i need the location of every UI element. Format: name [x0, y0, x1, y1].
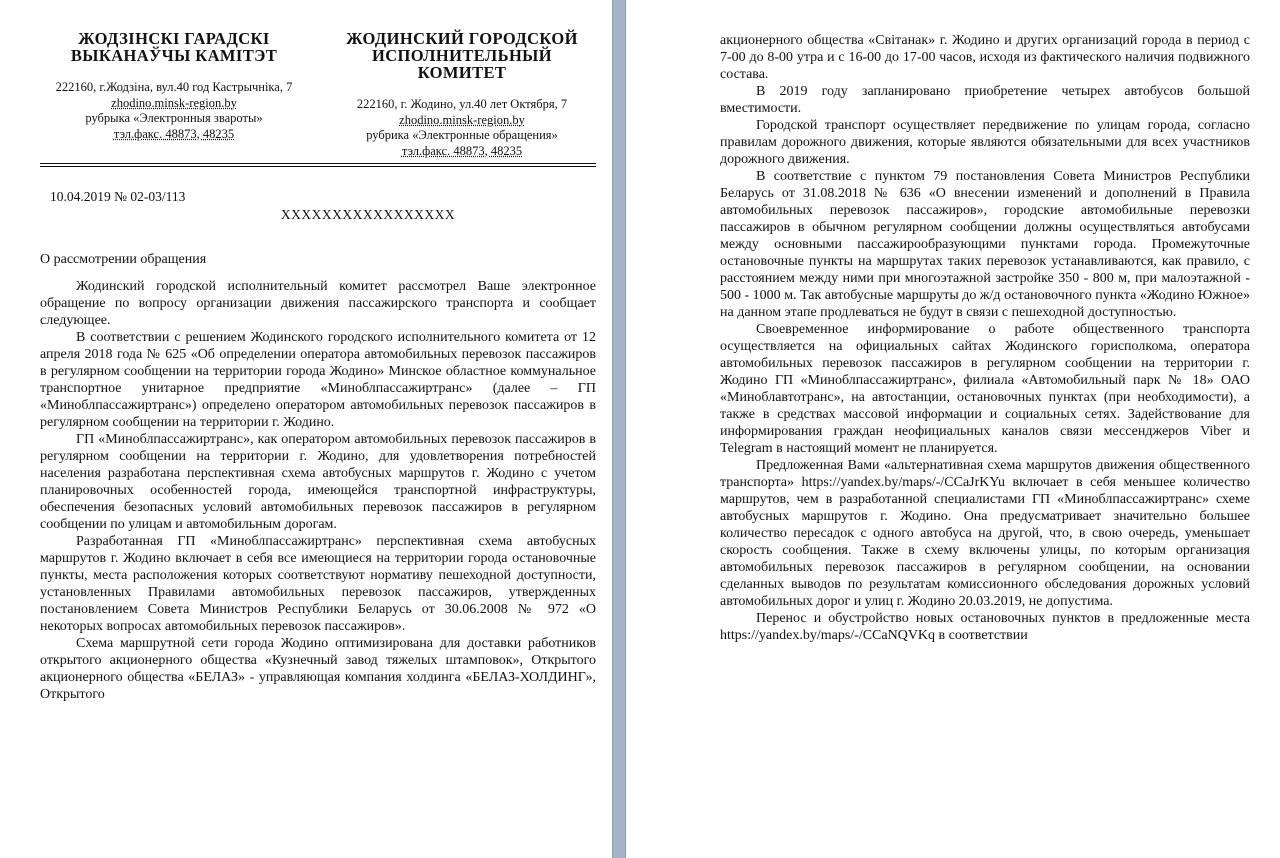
title-line: ВЫКАНАЎЧЫ КАМІТЭТ: [70, 46, 278, 65]
paragraph: Жодинский городской исполнительный комитет рассмотрел Ваше электронное обращение по вопросу организации движения пассажирского транспорта и сообщает следующее.: [40, 279, 596, 328]
address-by: 222160, г.Жодзіна, вул.40 год Кастрычніка, 7: [55, 80, 293, 94]
letterhead-belarusian: [40, 30, 308, 159]
paragraph: Предложенная Вами «альтернативная схема маршрутов движения общественного транспорта» https://yandex.by/maps/-/CCaJrKYu включает в себя меньшее количество маршрутов, чем в разработанной специалистами ГП «Миноблпассажиртранс» схеме автобусных маршрутов г. Жодино. Она предусматривает значительно большее количество пересадок с одного автобуса на другой, что, в свою очередь, уменьшает скорость сообщения. Также в схему включены улицы, по которым организация автомобильных перевозок пассажиров в регулярном сообщении, на основании сделанных выводов по результатам комиссионного обследования дорожных условий автомобильных дорог и улиц г. Жодино 20.03.2019, не допустима.: [720, 458, 1250, 609]
document-page-left: [0, 0, 612, 858]
document-page-right: [626, 0, 1280, 858]
subject-line: О рассмотрении обращения: [40, 252, 207, 267]
paragraph: В соответствии с решением Жодинского городского исполнительного комитета от 12 апреля 2018 года № 625 «Об определении оператора автомобильных перевозок пассажиров в регулярном сообщении на территории города Жодино» Минское областное коммунальное транспортное унитарное предприятие «Миноблпассажиртранс» (далее – ГП «Миноблпассажиртранс») определено оператором автомобильных перевозок пассажиров в регулярном сообщении на территории г. Жодино.: [40, 330, 596, 430]
address-ru: 222160, г. Жодино, ул.40 лет Октября, 7: [356, 97, 568, 111]
letter-body-right: [720, 32, 1250, 644]
title-line: ИСПОЛНИТЕЛЬНЫЙ: [371, 46, 553, 65]
paragraph: Схема маршрутной сети города Жодино оптимизирована для доставки работников открытого акционерного общества «Кузнечный завод тяжелых штамповок», Открытого акционерного общества «БЕЛАЗ» - управляющая компания холдинга «БЕЛАЗ-ХОЛДИНГ», Открытого: [40, 636, 596, 702]
paragraph: Перенос и обустройство новых остановочных пунктов в предложенные места https://yandex.by/maps/-/CCaNQVKq в соответствии: [720, 611, 1250, 643]
paragraph: ГП «Миноблпассажиртранс», как оператором автомобильных перевозок пассажиров в регулярном сообщении на территории г. Жодино, для удовлетворения потребностей населения разработана перспективная схема автобусных маршрутов г. Жодино с учетом планировочных особенностей города, имеющейся транспортной инфраструктуры, обеспечения безопасных условий автомобильных перевозок пассажиров в регулярном сообщении по улицам и автомобильным дорогам.: [40, 432, 596, 532]
addressee: ХХХХХХХХХХХХХХХХХ: [280, 207, 456, 222]
letterhead-title-by: [40, 30, 308, 64]
letter-body-left: [40, 278, 596, 703]
page-gap: [612, 0, 626, 858]
letterhead-russian: [328, 30, 596, 159]
paragraph: Разработанная ГП «Миноблпассажиртранс» перспективная схема автобусных маршрутов г. Жодино включает в себя все имеющиеся на территории города остановочные пункты, места расположения которых соответствуют нормативу пешеходной доступности, установленных Правилами автомобильных перевозок пассажиров, утвержденных постановлением Совета Министров Республики Беларусь от 30.06.2008 № 972 «О некоторых вопросах автомобильных перевозок пассажиров».: [40, 534, 596, 634]
rubric-ru: рубрика «Электронные обращения»: [366, 128, 558, 142]
paragraph: В 2019 году запланировано приобретение четырех автобусов большой вместимости.: [720, 84, 1250, 116]
letterhead-divider: [40, 163, 596, 167]
rubric-by: рубрыка «Электронныя звароты»: [85, 111, 263, 125]
paragraph-continued: акционерного общества «Світанак» г. Жодино и других организаций города в период с 7-00 до 8-00 утра и с 16-00 до 17-00 часов, исходя из фактического наличия подвижного состава.: [720, 33, 1250, 82]
letterhead: [40, 30, 596, 159]
title-line: КОМИТЕТ: [417, 63, 507, 82]
phone-by: тэл.факс. 48873, 48235: [113, 126, 235, 141]
paragraph: В соответствие с пунктом 79 постановления Совета Министров Республики Беларусь от 31.08.2018 № 636 «О внесении изменений и дополнений в Правила автомобильных перевозок пассажиров», городские автомобильные перевозки пассажиров в обычном регулярном сообщении должны осуществляться автобусами между основными пассажирообразующими пунктами города. Промежуточные остановочные пункты на маршрутах таких перевозок устанавливаются, как правило, с расстоянием между ними при многоэтажной застройке 350 - 800 м, при малоэтажной - 500 - 1000 м. Так автобусные маршруты до ж/д остановочного пункта «Жодино Южное» на данном этапе продлеваться не будут в связи с пешеходной доступностью.: [720, 169, 1250, 320]
paragraph: Городской транспорт осуществляет передвижение по улицам города, согласно правилам дорожного движения, которые являются обязательными для всех участников дорожного движения.: [720, 118, 1250, 167]
letterhead-title-ru: [328, 30, 596, 81]
paragraph: Своевременное информирование о работе общественного транспорта осуществляется на официальных сайтах Жодинского горисполкома, оператора автомобильных перевозок пассажиров в регулярном сообщении на территории г. Жодино ГП «Миноблпассажиртранс», филиала «Автомобильный парк № 18» ОАО «Миноблавтотранс», на автостанции, остановочных пунктах (при необходимости), а также в средствах массовой информации и социальных сетях. Задействование для информирования граждан неофициальных каналов связи мессенджеров Viber и Telegram в настоящий момент не планируется.: [720, 322, 1250, 456]
website-ru: zhodino.minsk-region.by: [399, 112, 525, 127]
title-line: ЖОДЗІНСКІ ГАРАДСКІ: [78, 29, 270, 48]
title-line: ЖОДИНСКИЙ ГОРОДСКОЙ: [346, 29, 578, 48]
phone-ru: тэл.факс. 48873, 48235: [401, 143, 523, 158]
registration-number: 10.04.2019 № 02-03/113: [50, 189, 186, 204]
website-by: zhodino.minsk-region.by: [111, 95, 237, 110]
